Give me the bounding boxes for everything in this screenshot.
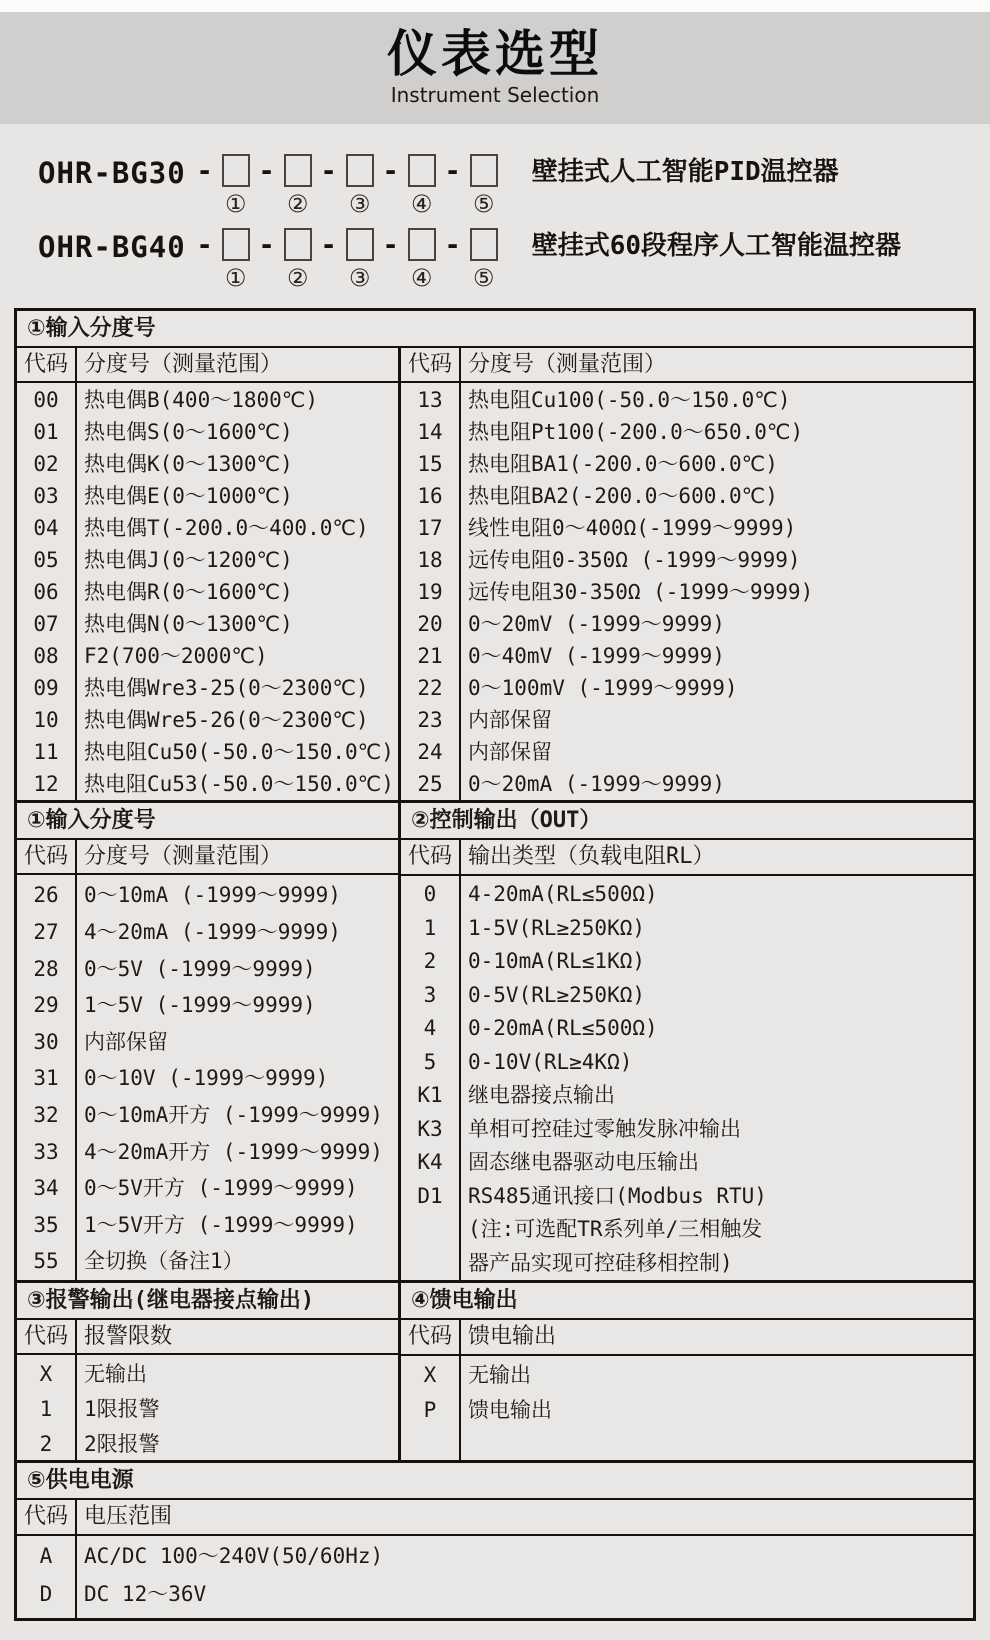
code-cell: K4 [417,1150,443,1174]
model-position-5 [468,154,500,218]
table-row [17,1207,398,1244]
code-cell: D1 [417,1183,443,1208]
column-desc: 馈电输出 [468,1324,557,1349]
table-row [17,1170,398,1207]
top-strip [0,0,990,12]
code-cell: 19 [417,580,443,604]
desc-cell: 无输出 [84,1362,147,1386]
code-box [346,228,374,261]
code-cell: 15 [417,452,443,476]
model-prefix: OHR-BG40 [38,230,186,264]
desc-cell: 热电阻Cu53(-50.0～150.0℃) [84,772,394,796]
table-row [401,912,973,946]
table-row [17,987,398,1024]
desc-cell: 内部保留 [84,1029,168,1054]
column-header [401,840,973,876]
column-code: 代码 [23,1324,68,1349]
desc-cell: 单相可控硅过零触发脉冲输出 [468,1116,741,1141]
position-number: ⑤ [472,190,495,218]
selection-tables [14,308,976,1621]
desc-cell: 热电偶Wre5-26(0～2300℃) [84,708,369,732]
table-row [401,737,973,769]
code-cell: 28 [33,956,59,981]
table-row [401,1180,973,1214]
table-row [17,1134,398,1171]
table-row [17,609,398,641]
code-cell: 21 [417,644,443,668]
code-cell: 17 [417,516,443,540]
code-cell: X [423,1363,437,1387]
column-header [17,840,398,875]
table-row [401,1113,973,1147]
code-cell [401,1247,459,1281]
desc-cell: AC/DC 100～240V(50/60Hz) [84,1544,384,1568]
code-cell: 12 [33,772,59,796]
desc-cell: 1～5V开方 (-1999～9999) [84,1212,358,1237]
table-row [17,877,398,914]
table-input-division-1 [14,308,976,803]
model-description: 壁挂式人工智能PID温控器 [531,157,839,187]
section-header [17,1463,973,1500]
code-cell: 13 [417,388,443,412]
column-code: 代码 [407,352,452,377]
section-header [17,803,973,840]
position-number: ① [224,190,247,218]
code-cell: 22 [417,676,443,700]
code-cell: 3 [423,982,437,1007]
desc-cell: 热电偶T(-200.0～400.0℃) [84,516,369,540]
table-row [401,878,973,912]
position-number: ③ [348,190,371,218]
table-row [401,1247,973,1281]
table-row [401,1358,973,1393]
code-cell: 08 [33,644,59,668]
code-cell: 11 [33,740,59,764]
model-position-2 [282,154,314,218]
dash: - [382,230,399,261]
table-left-half [17,1320,401,1460]
code-cell: 2 [39,1432,53,1456]
model-row-bg30 [38,154,990,228]
table-row [17,951,398,988]
code-cell: D [39,1582,53,1606]
column-desc: 报警限数 [84,1324,173,1349]
code-cell: 24 [417,740,443,764]
desc-cell: 热电阻BA2(-200.0～600.0℃) [468,484,778,508]
table-row [17,641,398,673]
column-header [401,1320,973,1356]
column-desc: 输出类型（负载电阻RL） [468,844,715,869]
section-title-output: ②控制输出（OUT） [411,808,602,833]
code-box [284,228,312,261]
table-row [17,545,398,577]
table-row [17,673,398,705]
table-row [401,545,973,577]
table-row [401,979,973,1013]
desc-cell: 0～100mV (-1999～9999) [468,676,738,700]
desc-cell: 内部保留 [468,708,552,732]
code-cell: 34 [33,1176,59,1201]
table-row [17,1097,398,1134]
position-number: ② [286,264,309,292]
table-rows [17,1355,398,1462]
model-prefix: OHR-BG30 [38,156,186,190]
table-row [401,609,973,641]
desc-cell: 1-5V(RL≥250KΩ) [468,915,646,940]
model-position-2 [282,228,314,292]
dash: - [258,230,275,261]
desc-cell: 内部保留 [468,740,552,764]
table-rows [401,383,973,801]
table-row [17,1427,398,1462]
table-full-width [17,1500,973,1618]
model-position-3 [344,154,376,218]
position-number: ③ [348,264,371,292]
desc-cell: 无输出 [468,1363,531,1387]
code-cell: 10 [33,708,59,732]
desc-cell: 热电阻Cu100(-50.0～150.0℃) [468,388,791,412]
code-cell: 01 [33,420,59,444]
section-title-power: ⑤供电电源 [27,1468,134,1493]
desc-cell: 0～20mV (-1999～9999) [468,612,725,636]
position-number: ② [286,190,309,218]
desc-cell: 0～10V (-1999～9999) [84,1066,329,1091]
table-rows [17,1536,973,1618]
column-desc: 分度号（测量范围） [468,352,667,377]
dash: - [196,156,213,187]
desc-cell: 热电阻BA1(-200.0～600.0℃) [468,452,778,476]
desc-cell: RS485通讯接口(Modbus RTU) [468,1183,767,1208]
table-alarm-feed-output [14,1280,976,1463]
desc-cell: 0～40mV (-1999～9999) [468,644,725,668]
model-coding-diagram [0,124,990,302]
table-row [401,577,973,609]
code-box [408,228,436,261]
desc-cell: (注:可选配TR系列单/三相触发 [468,1217,763,1241]
position-number: ① [224,264,247,292]
page-title: 仪表选型 [387,25,603,83]
dash: - [320,230,337,261]
desc-cell: 热电偶E(0～1000℃) [84,484,293,508]
table-row [17,1243,398,1280]
desc-cell: 远传电阻30-350Ω (-1999～9999) [468,580,814,604]
table-row [401,481,973,513]
column-header [17,348,398,383]
desc-cell: 0-10V(RL≥4KΩ) [468,1049,633,1074]
desc-cell: 2限报警 [84,1432,160,1456]
desc-cell: 热电偶R(0～1600℃) [84,580,293,604]
table-right-half [401,1320,973,1460]
code-cell: 1 [39,1397,53,1421]
table-row [17,513,398,545]
table-row [17,705,398,737]
code-cell: 4 [423,1016,437,1040]
column-header [17,1320,398,1355]
model-position-1 [220,228,252,292]
model-description: 壁挂式60段程序人工智能温控器 [531,231,901,261]
desc-cell: 0-20mA(RL≤500Ω) [468,1016,658,1040]
title-band [0,12,990,124]
desc-cell: 固态继电器驱动电压输出 [468,1150,699,1174]
desc-cell: 0～10mA开方 (-1999～9999) [84,1103,383,1128]
model-position-3 [344,228,376,292]
code-box [222,154,250,187]
code-cell: 33 [33,1139,59,1164]
column-code: 代码 [23,1504,68,1529]
model-position-1 [220,154,252,218]
dash: - [382,156,399,187]
table-row [17,1576,973,1614]
table-row [401,449,973,481]
code-cell: 55 [33,1249,59,1274]
code-cell: 03 [33,484,59,508]
code-cell: 26 [33,883,59,908]
desc-cell: 4～20mA开方 (-1999～9999) [84,1139,383,1164]
table-row [17,481,398,513]
code-cell: 30 [33,1029,59,1054]
desc-cell: DC 12～36V [84,1582,207,1606]
desc-cell: 1～5V (-1999～9999) [84,993,316,1018]
column-header [17,1500,973,1536]
table-row [401,769,973,801]
code-cell: 16 [417,484,443,508]
desc-cell: 热电偶K(0～1300℃) [84,452,293,476]
section-title-feed: ④馈电输出 [411,1288,518,1313]
section-title-input: ①输入分度号 [17,803,401,838]
desc-cell: 热电偶Wre3-25(0～2300℃) [84,676,369,700]
column-desc: 分度号（测量范围） [84,844,283,869]
table-row [401,513,973,545]
table-row [401,385,973,417]
desc-cell: 热电偶S(0～1600℃) [84,420,293,444]
dash: - [258,156,275,187]
table-left-half [17,348,401,800]
table-left-half [17,840,401,1280]
desc-cell: 0-10mA(RL≤1KΩ) [468,949,646,973]
code-cell: 14 [417,420,443,444]
table-row [401,641,973,673]
position-number: ⑤ [472,264,495,292]
desc-cell: F2(700～2000℃) [84,644,268,668]
desc-cell: 0～10mA (-1999～9999) [84,883,341,908]
code-box [470,154,498,187]
column-desc: 电压范围 [84,1504,173,1529]
table-row [401,1393,973,1428]
dash: - [444,156,461,187]
position-number: ④ [410,190,433,218]
desc-cell: 热电偶B(400～1800℃) [84,388,319,412]
page-subtitle: Instrument Selection [390,83,600,107]
desc-cell: 0～5V开方 (-1999～9999) [84,1176,358,1201]
desc-cell: 0～20mA (-1999～9999) [468,772,725,796]
code-cell: K3 [417,1116,443,1141]
table-row [401,945,973,979]
table-power-supply [14,1460,976,1621]
code-cell: 32 [33,1103,59,1128]
desc-cell: 热电偶N(0～1300℃) [84,612,293,636]
table-row [401,1146,973,1180]
dash: - [444,230,461,261]
model-position-5 [468,228,500,292]
model-position-4 [406,228,438,292]
section-title: ①输入分度号 [27,316,156,341]
desc-cell: 继电器接点输出 [468,1083,615,1107]
table-row [401,1046,973,1080]
code-box [284,154,312,187]
section-header [17,1283,973,1320]
position-number: ④ [410,264,433,292]
desc-cell: 热电阻Pt100(-200.0～650.0℃) [468,420,804,444]
table-rows [401,1356,973,1460]
table-row [17,1538,973,1576]
column-code: 代码 [407,844,452,869]
code-box [346,154,374,187]
code-cell [401,1213,459,1247]
code-cell: P [423,1398,437,1422]
table-row [401,417,973,449]
column-code: 代码 [23,352,68,377]
code-cell: 09 [33,676,59,700]
desc-cell: 线性电阻0～400Ω(-1999～9999) [468,516,797,540]
table-right-half [401,840,973,1280]
code-box [470,228,498,261]
desc-cell: 热电偶J(0～1200℃) [84,548,293,572]
dash: - [196,230,213,261]
desc-cell: 馈电输出 [468,1398,552,1422]
desc-cell: 器产品实现可控硅移相控制) [468,1250,733,1275]
desc-cell: 远传电阻0-350Ω (-1999～9999) [468,548,801,572]
table-row [17,385,398,417]
code-cell: 04 [33,516,59,540]
table-row [17,1392,398,1427]
code-cell: A [39,1544,53,1568]
desc-cell: 全切换（备注1） [84,1249,244,1274]
desc-cell: 0～5V (-1999～9999) [84,956,316,981]
table-rows [17,383,398,801]
code-cell: 18 [417,548,443,572]
desc-cell: 热电阻Cu50(-50.0～150.0℃) [84,740,394,764]
column-header [401,348,973,383]
table-input-division-2-control-output [14,800,976,1283]
table-row [401,1213,973,1247]
code-cell: 27 [33,920,59,945]
code-cell: 29 [33,993,59,1018]
column-desc: 分度号（测量范围） [84,352,283,377]
desc-cell: 4～20mA (-1999～9999) [84,920,341,945]
code-cell: 1 [423,915,437,940]
code-cell: 5 [423,1049,437,1074]
code-cell: 35 [33,1212,59,1237]
model-position-4 [406,154,438,218]
table-row [401,673,973,705]
table-row [17,417,398,449]
table-row [17,1357,398,1392]
desc-cell: 4-20mA(RL≤500Ω) [468,882,658,906]
column-code: 代码 [407,1324,452,1349]
code-box [408,154,436,187]
table-row [17,769,398,801]
table-rows [17,875,398,1280]
table-row [401,1079,973,1113]
code-box [222,228,250,261]
model-row-bg40 [38,228,990,302]
table-row [17,577,398,609]
section-title-alarm: ③报警输出(继电器接点输出) [17,1283,401,1318]
code-cell: 23 [417,708,443,732]
code-cell: 2 [423,949,437,973]
column-code: 代码 [23,844,68,869]
code-cell: 0 [423,882,437,906]
code-cell: 05 [33,548,59,572]
table-row [17,1060,398,1097]
code-cell: 07 [33,612,59,636]
code-cell: 06 [33,580,59,604]
table-row [17,914,398,951]
table-rows [401,876,973,1280]
desc-cell: 1限报警 [84,1397,160,1421]
code-cell: 00 [33,388,59,412]
desc-cell: 0-5V(RL≥250KΩ) [468,982,646,1007]
code-cell: X [39,1362,53,1386]
code-cell: 20 [417,612,443,636]
code-cell: 25 [417,772,443,796]
code-cell: K1 [417,1083,443,1107]
table-right-half [401,348,973,800]
table-row [17,1024,398,1061]
table-row [401,705,973,737]
code-cell: 31 [33,1066,59,1091]
section-header [17,311,973,348]
dash: - [320,156,337,187]
table-row [17,737,398,769]
code-cell: 02 [33,452,59,476]
table-row [17,449,398,481]
table-row [401,1012,973,1046]
